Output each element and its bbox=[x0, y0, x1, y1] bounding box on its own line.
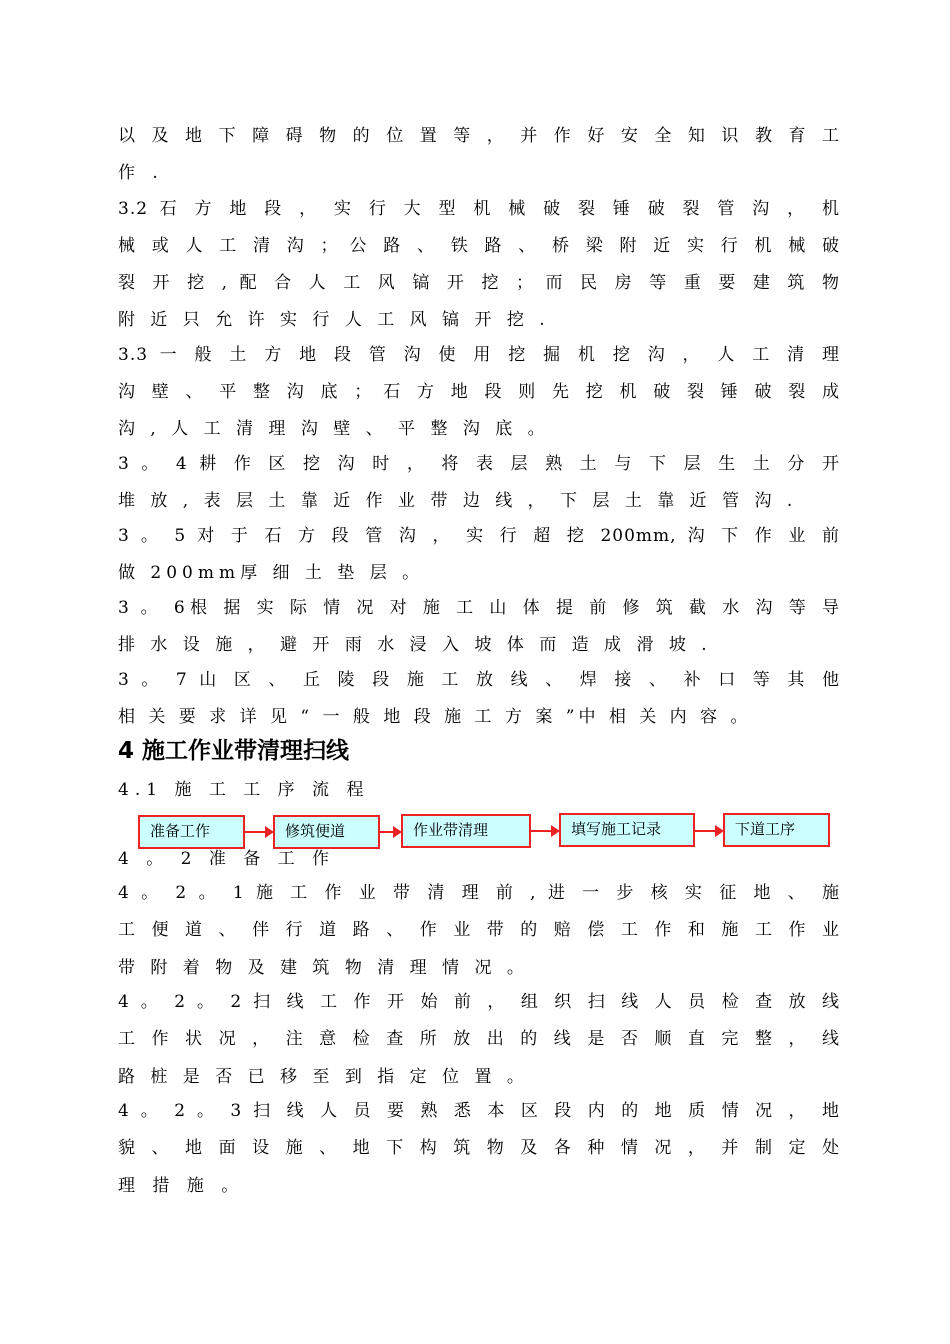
paragraph-line: 附 近 只 允 许 实 行 人 工 风 镐 开 挖 . bbox=[118, 310, 550, 330]
paragraph-line: 作 . bbox=[118, 163, 164, 183]
flow-step: 下道工序 bbox=[723, 813, 830, 847]
paragraph-line: 4 。 2 。 1 施 工 作 业 带 清 理 前 , 进 一 步 核 实 征 地 、 施 bbox=[118, 883, 840, 903]
flow-arrow bbox=[245, 831, 267, 833]
paragraph-line: 带 附 着 物 及 建 筑 物 清 理 情 况 。 bbox=[118, 958, 529, 978]
paragraph-line: 以 及 地 下 障 碍 物 的 位 置 等 ， 并 作 好 安 全 知 识 教 育 工 bbox=[118, 126, 840, 146]
paragraph-line: 沟 壁 、 平 整 沟 底 ； 石 方 地 段 则 先 挖 机 破 裂 锤 破 裂 成 bbox=[118, 382, 840, 402]
flow-step: 作业带清理 bbox=[401, 814, 531, 848]
paragraph-line: 械 或 人 工 清 沟 ； 公 路 、 铁 路 、 桥 梁 附 近 实 行 机 械 破 bbox=[118, 236, 840, 256]
paragraph-line: 理 措 施 。 bbox=[118, 1176, 245, 1196]
paragraph-line: 路 桩 是 否 已 移 至 到 指 定 位 置 。 bbox=[118, 1067, 529, 1087]
paragraph-line: 沟 , 人 工 清 理 沟 壁 、 平 整 沟 底 。 bbox=[118, 419, 550, 439]
paragraph-line: 堆 放 , 表 层 土 靠 近 作 业 带 边 线 ， 下 层 土 靠 近 管 沟 . bbox=[118, 491, 798, 511]
paragraph-line: 相 关 要 求 详 见 “ 一 般 地 段 施 工 方 案 ”中 相 关 内 容 。 bbox=[118, 707, 752, 727]
flow-step: 准备工作 bbox=[138, 815, 245, 849]
paragraph-line: 4 。 2 。 2 扫 线 工 作 开 始 前 ， 组 织 扫 线 人 员 检 查 放 线 bbox=[118, 992, 840, 1012]
paragraph-line: 3 。 7 山 区 、 丘 陵 段 施 工 放 线 、 焊 接 、 补 口 等 其 他 bbox=[118, 670, 840, 690]
paragraph-line: 3.2 石 方 地 段 ， 实 行 大 型 机 械 破 裂 锤 破 裂 管 沟 ， 机 bbox=[118, 199, 840, 219]
subsection-heading: 4.1 施 工 工 序 流 程 bbox=[118, 780, 370, 800]
paragraph-line: 做 200mm厚 细 土 垫 层 。 bbox=[118, 563, 425, 583]
flow-arrow bbox=[531, 830, 553, 832]
paragraph-line: 裂 开 挖 , 配 合 人 工 风 镐 开 挖 ； 而 民 房 等 重 要 建 筑 物 bbox=[118, 273, 840, 293]
flow-arrow bbox=[380, 831, 395, 833]
paragraph-line: 工 便 道 、 伴 行 道 路 、 作 业 带 的 赔 偿 工 作 和 施 工 作 业 bbox=[118, 920, 840, 940]
flow-step: 填写施工记录 bbox=[559, 813, 695, 847]
paragraph-line: 4 。 2 。 3 扫 线 人 员 要 熟 悉 本 区 段 内 的 地 质 情 况 ， 地 bbox=[118, 1101, 840, 1121]
paragraph-line: 排 水 设 施 ， 避 开 雨 水 浸 入 坡 体 而 造 成 滑 坡 . bbox=[118, 635, 712, 655]
paragraph-line: 3 。 6根 据 实 际 情 况 对 施 工 山 体 提 前 修 筑 截 水 沟 等 导 bbox=[118, 598, 840, 618]
section-heading: 4 施工作业带清理扫线 bbox=[118, 738, 350, 764]
paragraph-line: 工 作 状 况 ， 注 意 检 查 所 放 出 的 线 是 否 顺 直 完 整 ， 线 bbox=[118, 1029, 840, 1049]
subsection-heading: 4 。 2 准 备 工 作 bbox=[118, 849, 336, 869]
paragraph-line: 3 。 4 耕 作 区 挖 沟 时 ， 将 表 层 熟 土 与 下 层 生 土 分 开 bbox=[118, 454, 840, 474]
paragraph-line: 3.3 一 般 土 方 地 段 管 沟 使 用 挖 掘 机 挖 沟 ， 人 工 清 理 bbox=[118, 345, 840, 365]
flow-arrow bbox=[695, 830, 717, 832]
paragraph-line: 3 。 5 对 于 石 方 段 管 沟 ， 实 行 超 挖 200mm, 沟 下 作 业 前 bbox=[118, 526, 840, 546]
flow-step: 修筑便道 bbox=[273, 815, 380, 849]
paragraph-line: 貌 、 地 面 设 施 、 地 下 构 筑 物 及 各 种 情 况 ， 并 制 定 处 bbox=[118, 1138, 840, 1158]
